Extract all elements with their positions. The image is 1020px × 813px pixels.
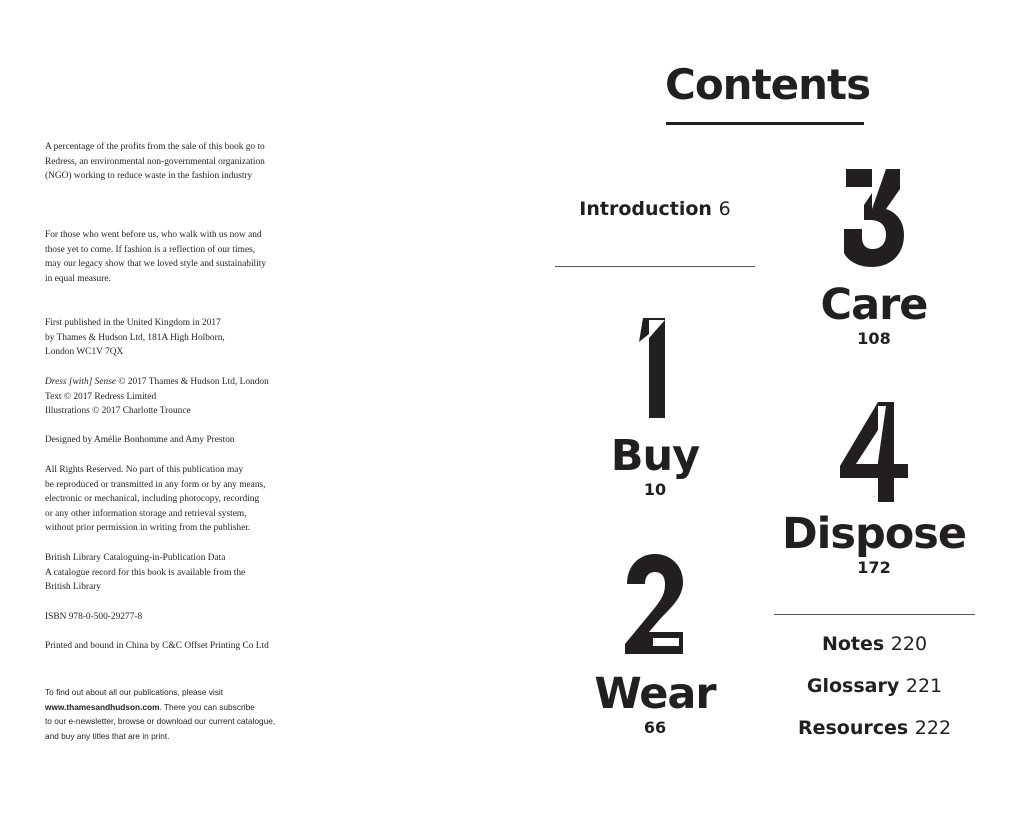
toc-label: Resources <box>797 717 909 739</box>
svg-text:3: 3 <box>873 261 875 263</box>
svg-text:2: 2 <box>654 648 656 650</box>
publisher-note: To find out about all our publications, please visit www.thamesandhudson.com. There you can subscribe to our e-newsletter, browse or download our current catalogue, and buy any titles that are in print. <box>45 687 276 741</box>
toc-chapter-wear[interactable] <box>555 554 755 738</box>
chapter-number-2 <box>623 554 687 656</box>
toc-chapter-care[interactable] <box>774 165 974 349</box>
printed-note: Printed and bound in China by C&C Offset Printing Co Ltd <box>45 641 269 651</box>
chapter-title: Buy <box>610 431 700 481</box>
chapter-number-3 <box>842 165 906 269</box>
cataloguing-data: British Library Cataloguing-in-Publication Data A catalogue record for this book is available from the British Library <box>45 553 246 593</box>
chapter-number-1 <box>635 318 675 420</box>
title-rule <box>666 122 864 125</box>
chapter-page: 108 <box>857 329 891 348</box>
toc-page: 220 <box>890 633 928 655</box>
chapter-title: Care <box>820 280 928 330</box>
toc-page: 6 <box>718 198 731 220</box>
toc-entry-resources[interactable] <box>774 717 975 739</box>
chapter-page: 66 <box>643 718 667 737</box>
toc-page: 222 <box>914 717 952 739</box>
first-published: First published in the United Kingdom in 2017 by Thames & Hudson Ltd, 181A High Holborn, London WC1V 7QX <box>45 318 225 358</box>
toc-chapter-buy[interactable] <box>555 318 755 500</box>
toc-entry-introduction[interactable] <box>555 198 755 220</box>
designed-by: Designed by Amélie Bonhomme and Amy Preston <box>45 435 235 445</box>
toc-label: Glossary <box>806 675 900 697</box>
chapter-title: Wear <box>594 669 716 719</box>
toc-chapter-dispose[interactable] <box>774 402 974 578</box>
chapter-page: 10 <box>643 480 667 499</box>
chapter-title: Dispose <box>781 509 967 559</box>
toc-entry-glossary[interactable] <box>774 675 975 697</box>
publisher-website-link[interactable]: www.thamesandhudson.com <box>45 701 160 712</box>
toc-label: Introduction <box>579 198 712 220</box>
svg-text:4: 4 <box>873 496 875 498</box>
toc-label: Notes <box>821 633 885 655</box>
dedication: For those who went before us, who walk with us now and those yet to come. If fashion is a reflection of our times, may our legacy show that we loved style and sustainability in equal measure. <box>45 230 267 284</box>
chapter-page: 172 <box>857 558 891 577</box>
divider <box>555 266 755 267</box>
charity-note: A percentage of the profits from the sale of this book go to Redress, an environmental non-governmental organization (NGO) working to reduce waste in the fashion industry <box>45 142 265 182</box>
copyright-notice: Dress [with] Sense © 2017 Thames & Hudson Ltd, London Text © 2017 Redress Limited Illustrations © 2017 Charlotte Trounce <box>45 377 269 417</box>
isbn: ISBN 978-0-500-29277-8 <box>45 612 143 622</box>
rights-notice: All Rights Reserved. No part of this publication may be reproduced or transmitted in any form or by any means, electronic or mechanical, including photocopy, recording or any other information storage and retrieval system, without prior permission in writing from the publisher. <box>45 465 266 534</box>
chapter-number-4 <box>838 402 910 502</box>
svg-text:1: 1 <box>654 412 656 414</box>
toc-page: 221 <box>905 675 943 697</box>
toc-entry-notes[interactable] <box>774 633 975 655</box>
page-title: Contents <box>665 60 871 109</box>
divider <box>774 614 975 615</box>
contents-page <box>510 0 1020 813</box>
